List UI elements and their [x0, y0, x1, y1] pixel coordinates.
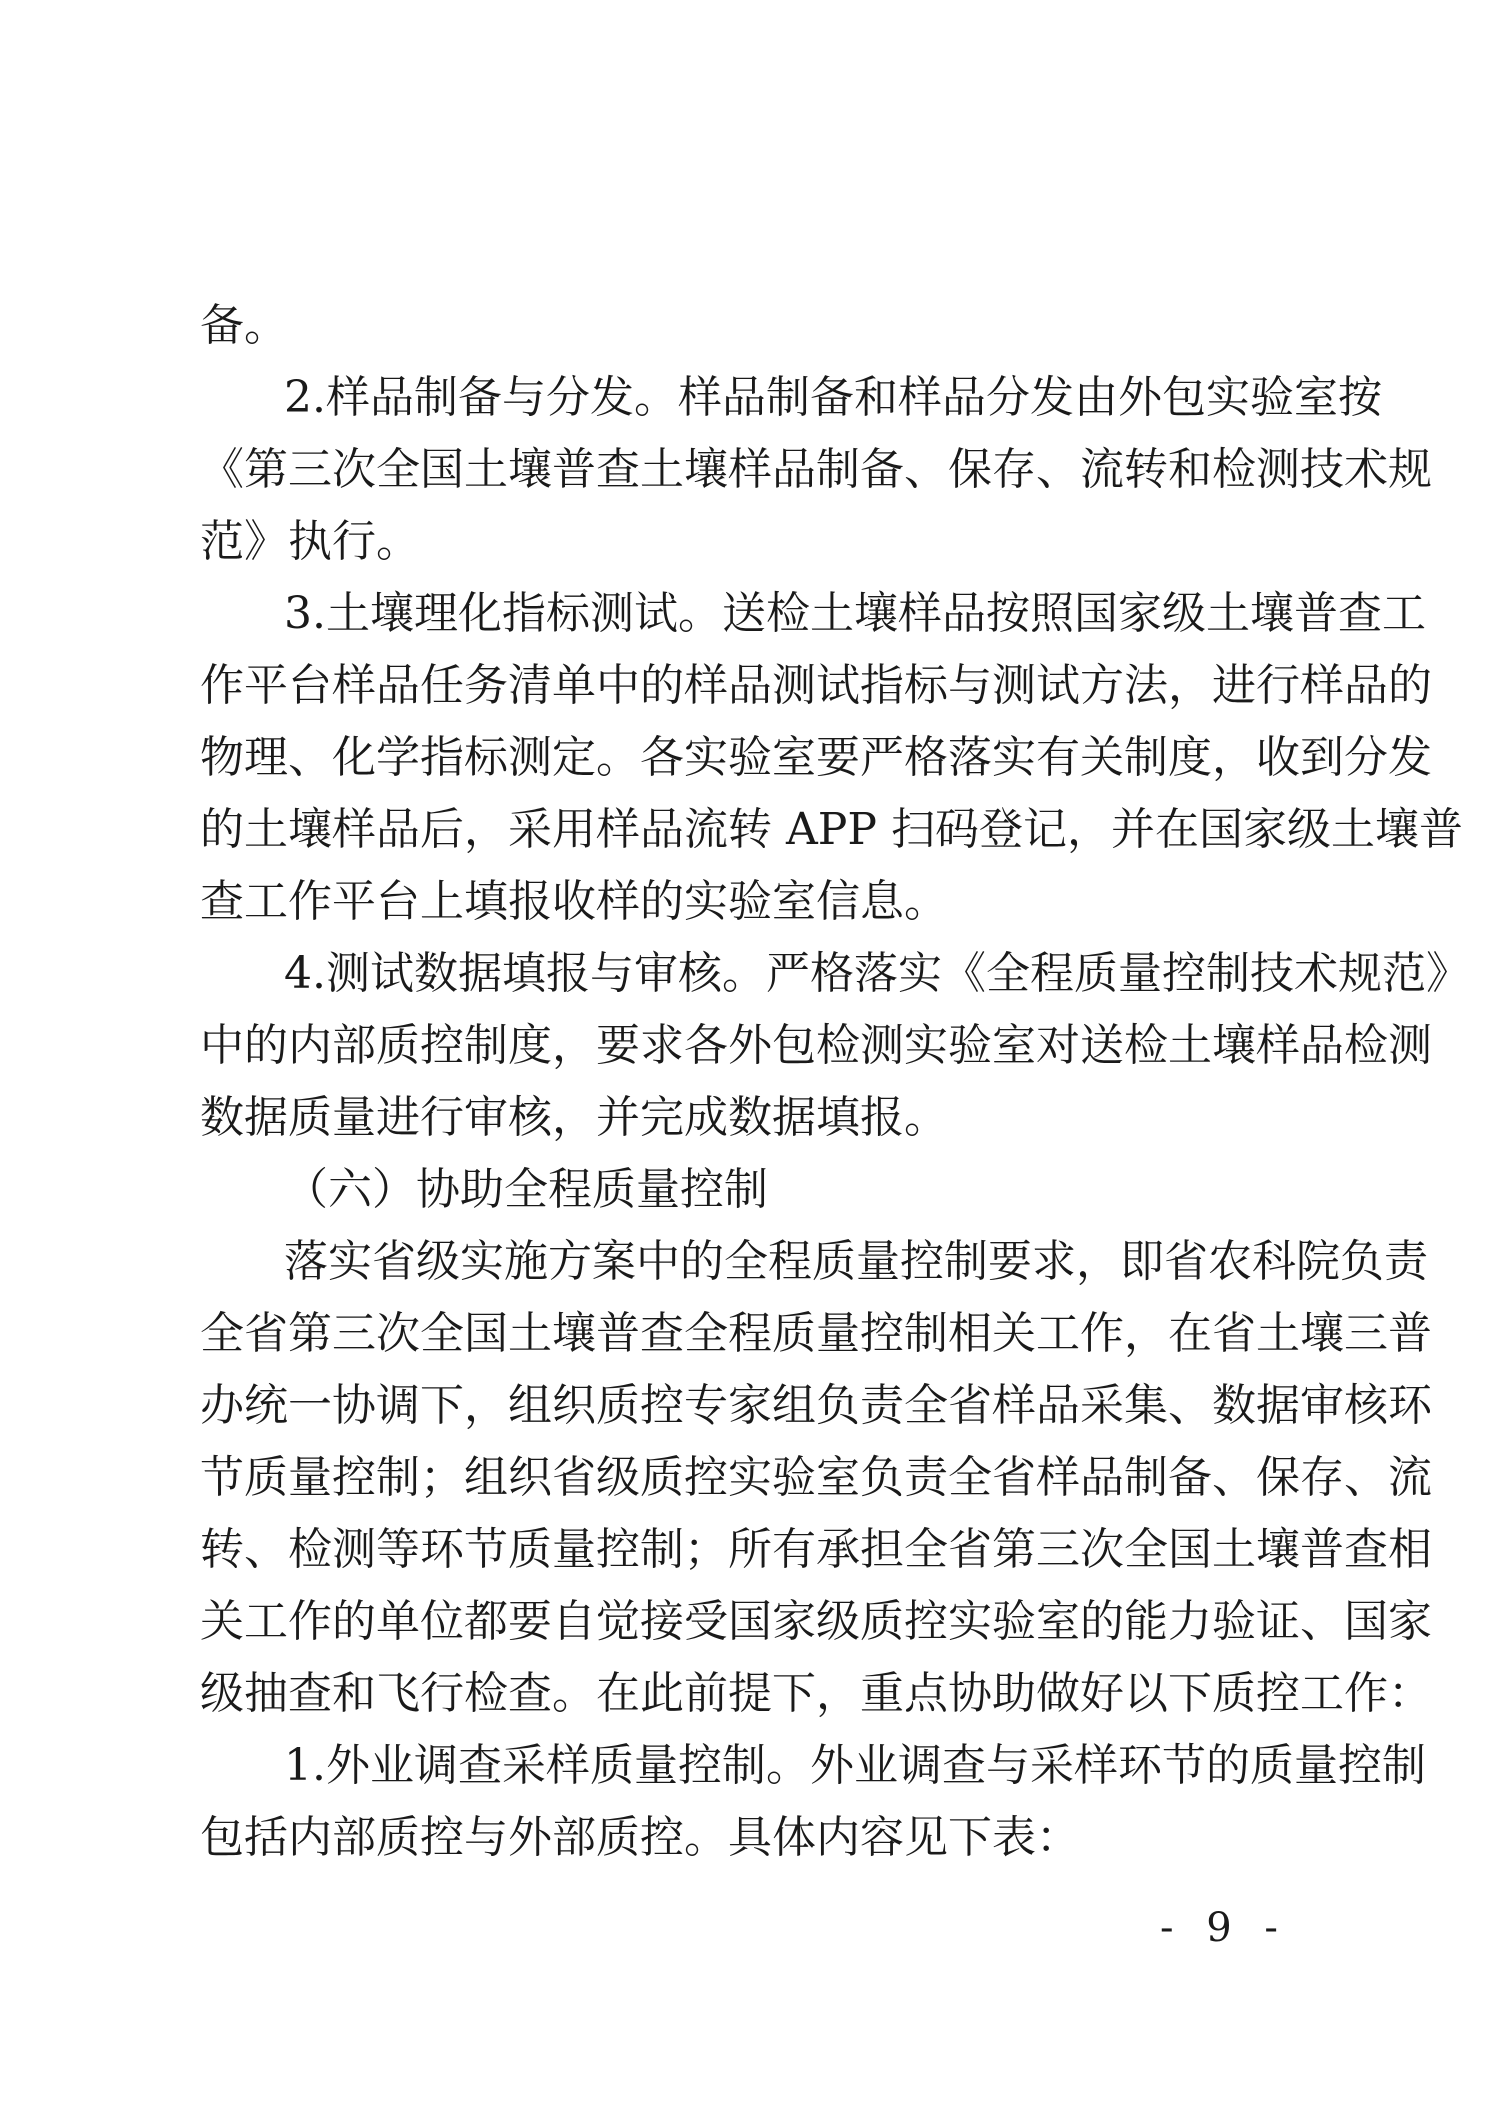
text-line: 备。	[200, 300, 288, 351]
text-line: （六）协助全程质量控制	[284, 1164, 768, 1215]
text-line: 级抽查和飞行检查。在此前提下，重点协助做好以下质控工作：	[200, 1668, 1432, 1719]
text-line: 关工作的单位都要自觉接受国家级质控实验室的能力验证、国家	[200, 1596, 1432, 1647]
paragraph	[200, 578, 1463, 938]
text-line: 《第三次全国土壤普查土壤样品制备、保存、流转和检测技术规	[200, 444, 1432, 495]
text-line: 查工作平台上填报收样的实验室信息。	[200, 876, 948, 927]
text-line: 4.测试数据填报与审核。严格落实《全程质量控制技术规范》	[284, 948, 1470, 999]
text-line: 中的内部质控制度，要求各外包检测实验室对送检土壤样品检测	[200, 1020, 1432, 1071]
text-line: 转、检测等环节质量控制；所有承担全省第三次全国土壤普查相	[200, 1524, 1432, 1575]
text-line: 范》执行。	[200, 516, 420, 567]
text-line: 物理、化学指标测定。各实验室要严格落实有关制度，收到分发	[200, 732, 1432, 783]
paragraph	[200, 1226, 1432, 1730]
paragraph	[200, 938, 1470, 1154]
text-line: 2.样品制备与分发。样品制备和样品分发由外包实验室按	[284, 372, 1382, 423]
text-line: 全省第三次全国土壤普查全程质量控制相关工作，在省土壤三普	[200, 1308, 1432, 1359]
text-line: 3.土壤理化指标测试。送检土壤样品按照国家级土壤普查工	[284, 588, 1426, 639]
text-line: 数据质量进行审核，并完成数据填报。	[200, 1092, 948, 1143]
paragraph	[200, 1154, 1312, 1226]
text-line: 办统一协调下，组织质控专家组负责全省样品采集、数据审核环	[200, 1380, 1432, 1431]
text-line: 作平台样品任务清单中的样品测试指标与测试方法，进行样品的	[200, 660, 1432, 711]
page-number: - 9 -	[1160, 1905, 1288, 1951]
paragraph	[200, 1730, 1426, 1874]
paragraph	[200, 362, 1432, 578]
text-line: 包括内部质控与外部质控。具体内容见下表：	[200, 1812, 1080, 1863]
text-line: 节质量控制；组织省级质控实验室负责全省样品制备、保存、流	[200, 1452, 1432, 1503]
text-line: 的土壤样品后，采用样品流转 APP 扫码登记，并在国家级土壤普	[200, 804, 1463, 855]
text-line: 1.外业调查采样质量控制。外业调查与采样环节的质量控制	[284, 1740, 1426, 1791]
text-line: 落实省级实施方案中的全程质量控制要求，即省农科院负责	[284, 1236, 1428, 1287]
document-body	[200, 290, 1470, 1874]
paragraph	[200, 290, 1312, 362]
